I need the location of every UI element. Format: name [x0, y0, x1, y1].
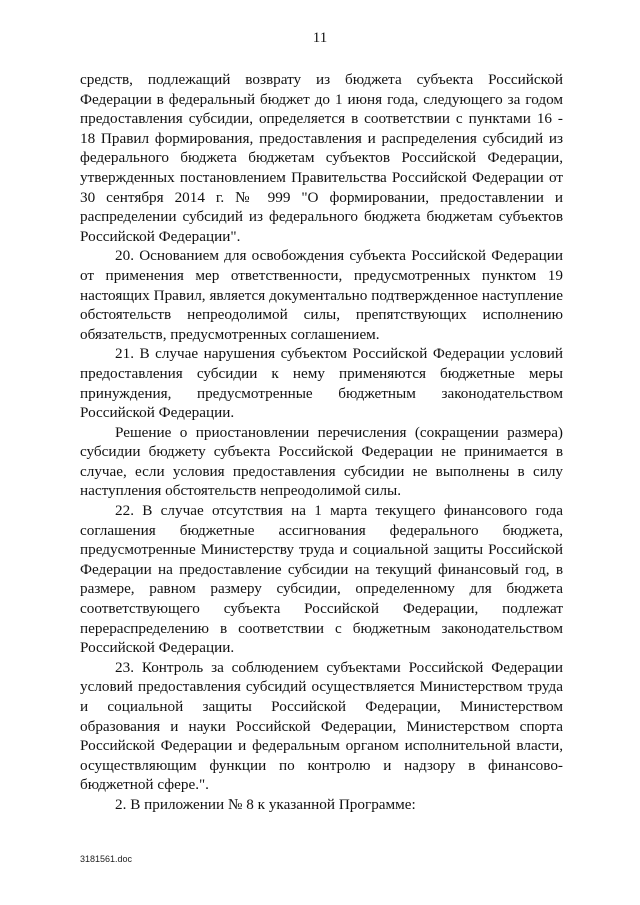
- document-body: [80, 70, 563, 815]
- paragraph-appendix-8: 2. В приложении № 8 к указанной Программе:: [115, 795, 416, 813]
- footer-doc-code: 3181561.doc: [80, 854, 133, 864]
- paragraph-item-22: 22. В случае отсутствия на 1 марта текущего финансового года соглашения бюджетные ассигнования федерального бюджета, предусмотренные Министерству труда и социальной защиты Российской Федерации на предоставление субсидии на текущий финансовый год, в размере, равном размеру субсидии, определенному для бюджета соответствующего субъекта Российской Федерации, подлежат перераспределению в соответствии с бюджетным законодательством Российской Федерации.: [80, 502, 563, 657]
- paragraph-item-21: 21. В случае нарушения субъектом Российской Федерации условий предоставления субсидии к нему применяются бюджетные меры принуждения, предусмотренные бюджетным законодательством Российской Федерации.: [80, 345, 563, 422]
- paragraph-item-20: 20. Основанием для освобождения субъекта Российской Федерации от применения мер ответственности, предусмотренных пунктом 19 настоящих Правил, является документально подтвержденное наступление обстоятельств непреодолимой силы, препятствующих исполнению обязательств, предусмотренных соглашением.: [80, 247, 563, 343]
- paragraph-continuation: средств, подлежащий возврату из бюджета субъекта Российской Федерации в федеральный бюджет до 1 июня года, следующего за годом предоставления субсидии, определяется в соответствии с пунктами 16 - 18 Правил формирования, предоставления и распределения субсидий из федерального бюджета бюджетам субъектов Российской Федерации, утвержденных постановлением Правительства Российской Федерации от 30 сентября 2014 г. № 999 "О формировании, предоставлении и распределении субсидий из федерального бюджета бюджетам субъектов Российской Федерации".: [80, 71, 563, 245]
- paragraph-item-23: 23. Контроль за соблюдением субъектами Российской Федерации условий предоставления субсидий осуществляется Министерством труда и социальной защиты Российской Федерации, Министерством образования и науки Российской Федерации, Министерством спорта Российской Федерации и федеральным органом исполнительной власти, осуществляющим функции по контролю и надзору в финансово-бюджетной сфере.".: [80, 658, 563, 794]
- paragraph-suspension-decision: Решение о приостановлении перечисления (сокращении размера) субсидии бюджету субъекта Российской Федерации не принимается в случае, если условия предоставления субсидии не выполнены в силу наступления обстоятельств непреодолимой силы.: [80, 423, 563, 500]
- page-number: 11: [312, 30, 328, 46]
